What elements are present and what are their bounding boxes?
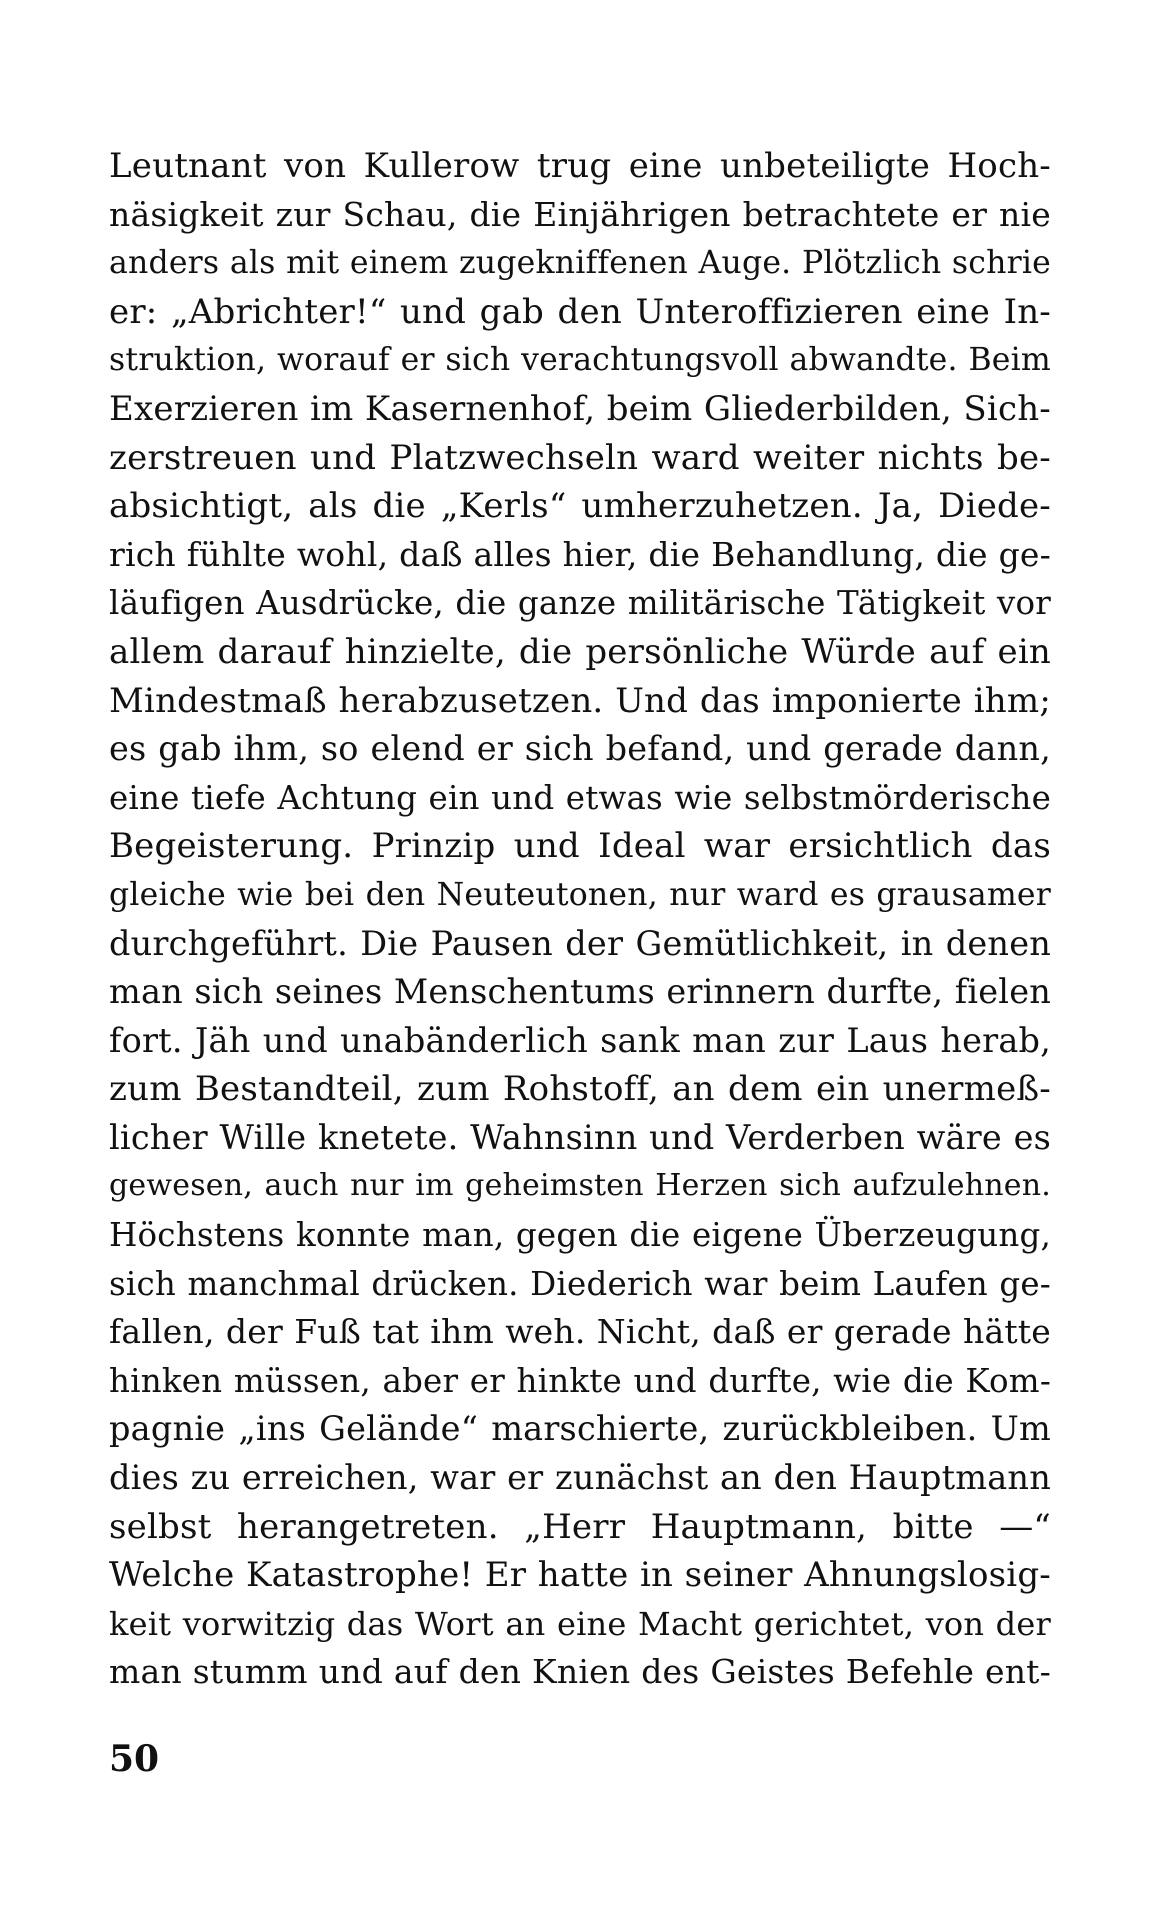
text-line: läufigen Ausdrücke, die ganze militärische Tätigkeit vor xyxy=(109,584,1051,623)
text-line: dies zu erreichen, war er zunächst an den Hauptmann xyxy=(109,1458,1051,1498)
text-line: man sich seines Menschentums erinnern durfte, fielen xyxy=(109,972,1051,1012)
text-line: allem darauf hinzielte, die persönliche Würde auf ein xyxy=(109,631,1051,672)
text-line: fort. Jäh und unabänderlich sank man zur Laus herab, xyxy=(109,1020,1051,1060)
text-line: struktion, worauf er sich verachtungsvoll abwandte. Beim xyxy=(109,342,1051,379)
text-line: Exerzieren im Kasernenhof, beim Gliederbilden, Sich- xyxy=(109,388,1051,429)
text-line: rich fühlte wohl, daß alles hier, die Behandlung, die ge- xyxy=(109,534,1051,574)
text-line: er: „Abrichter!“ und gab den Unteroffizieren eine In- xyxy=(109,291,1051,332)
text-line: durchgeführt. Die Pausen der Gemütlichkeit, in denen xyxy=(109,923,1051,963)
text-line: man stumm und auf den Knien des Geistes Befehle ent- xyxy=(109,1652,1051,1692)
text-line: pagnie „ins Gelände“ marschierte, zurückbleiben. Um xyxy=(109,1409,1051,1449)
text-line: zum Bestandteil, zum Rohstoff, an dem ein unermeß- xyxy=(109,1069,1051,1110)
text-line: keit vorwitzig das Wort an eine Macht gerichtet, von der xyxy=(109,1604,1051,1643)
text-line: hinken müssen, aber er hinkte und durfte, wie die Kom- xyxy=(109,1361,1051,1400)
text-line: Begeisterung. Prinzip und Ideal war ersichtlich das xyxy=(109,826,1051,867)
text-line: fallen, der Fuß tat ihm weh. Nicht, daß er gerade hätte xyxy=(109,1312,1051,1352)
text-line: sich manchmal drücken. Diederich war beim Laufen ge- xyxy=(109,1264,1051,1303)
text-line: es gab ihm, so elend er sich befand, und gerade dann, xyxy=(109,729,1051,769)
text-line: eine tiefe Achtung ein und etwas wie selbstmörderische xyxy=(109,778,1051,817)
text-line: gewesen, auch nur im geheimsten Herzen sich aufzulehnen. xyxy=(109,1168,1051,1204)
text-line: zerstreuen und Platzwechseln ward weiter nichts be- xyxy=(109,437,1051,478)
text-line: Mindestmaß herabzusetzen. Und das imponierte ihm; xyxy=(109,680,1051,721)
text-line: anders als mit einem zugekniffenen Auge. Plötzlich schrie xyxy=(109,245,1051,282)
body-text xyxy=(109,142,1051,1697)
text-line: Welche Katastrophe! Er hatte in seiner Ahnungslosig- xyxy=(109,1555,1051,1596)
text-line: näsigkeit zur Schau, die Einjährigen betrachtete er nie xyxy=(109,194,1051,234)
text-line: absichtigt, als die „Kerls“ umherzuhetzen. Ja, Diede- xyxy=(109,486,1051,527)
text-line: gleiche wie bei den Neuteutonen, nur ward es grausamer xyxy=(109,876,1051,913)
page-number: 50 xyxy=(109,1738,160,1780)
text-line: Leutnant von Kullerow trug eine unbeteiligte Hoch- xyxy=(109,146,1051,186)
text-line: Höchstens konnte man, gegen die eigene Überzeugung, xyxy=(109,1216,1051,1255)
text-line: selbst herangetreten. „Herr Hauptmann, bitte —“ xyxy=(109,1506,1051,1547)
text-line: licher Wille knetete. Wahnsinn und Verderben wäre es xyxy=(109,1117,1051,1157)
